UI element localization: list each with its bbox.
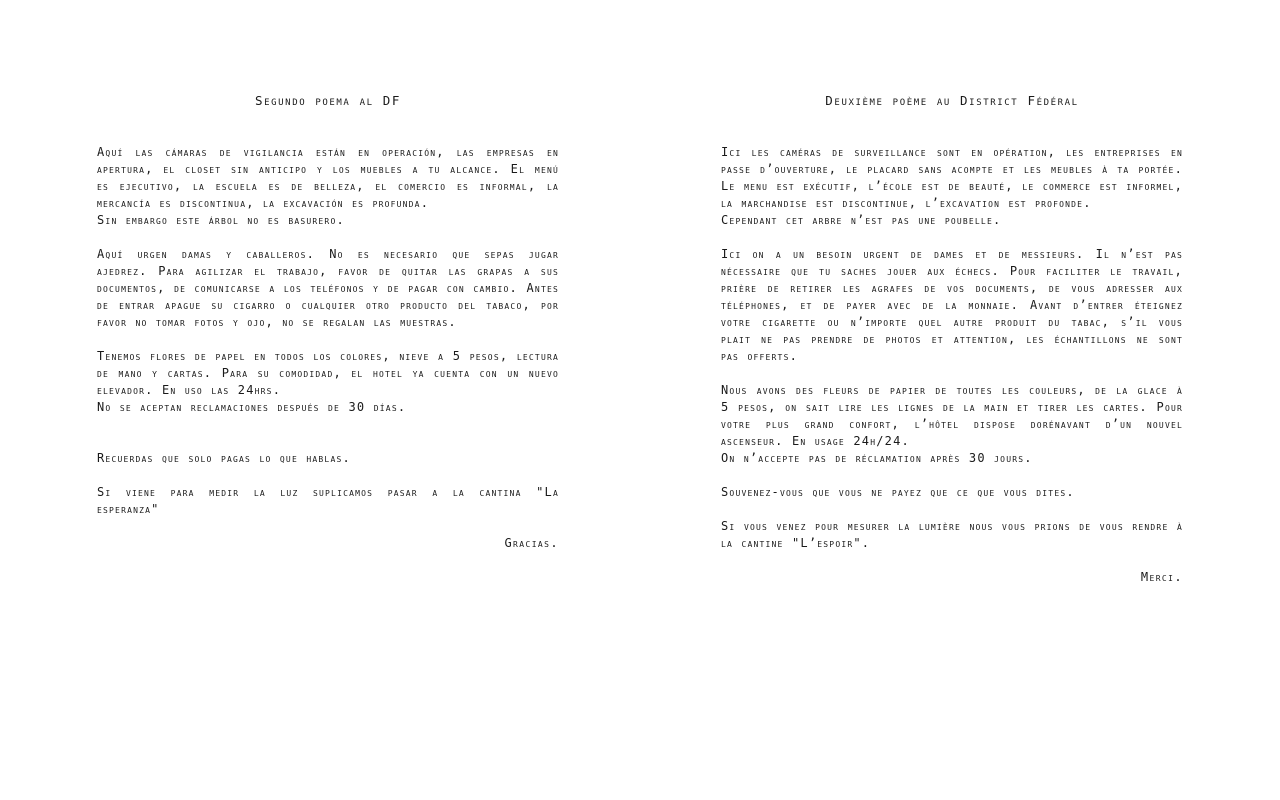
paragraph-2: Aquí urgen damas y caballeros. No es necesario que sepas jugar ajedrez. Para agilizar el trabajo, favor de quitar las grapas a sus documentos, de comunicarse a los teléfonos y de pagar con cambio. Antes de entrar apague su cigarro o cualquier otro producto del tabaco, por favor no tomar fotos y ojo, no se regalan las muestras. bbox=[97, 247, 559, 329]
paragraph-3-closing-line: No se aceptan reclamaciones después de 30 días. bbox=[97, 400, 407, 414]
paragraph-1-closing-line: Cependant cet arbre n’est pas une poubelle. bbox=[721, 213, 1002, 227]
poem-body bbox=[721, 144, 1183, 586]
paragraph-1: Ici les caméras de surveillance sont en opération, les entreprises en passe d’ouverture, le placard sans acompte et les meubles à ta portée. Le menu est exécutif, l’école est de beauté, le commerce est informel, la marchandise est discontinue, l’excavation est profonde. bbox=[721, 145, 1183, 210]
paragraph-3: Nous avons des fleurs de papier de toutes les couleurs, de la glace à 5 pesos, on sait lire les lignes de la main et tirer les cartes. Pour votre plus grand confort, l’hôtel dispose dorénavant d’un nouvel ascenseur. En usage 24h/24. bbox=[721, 383, 1183, 448]
paragraph-5: Si vous venez pour mesurer la lumière nous vous prions de vous rendre à la cantine "L’espoir". bbox=[721, 519, 1183, 550]
paragraph-1: Aquí las cámaras de vigilancia están en operación, las empresas en apertura, el closet sin anticipo y los muebles a tu alcance. El menú es ejecutivo, la escuela es de belleza, el comercio es informal, la mercancía es discontinua, la excavación es profunda. bbox=[97, 145, 559, 210]
poem-body bbox=[97, 144, 559, 552]
paragraph-2: Ici on a un besoin urgent de dames et de messieurs. Il n’est pas nécessaire que tu saches jouer aux échecs. Pour faciliter le travail, prière de retirer les agrafes de vos documents, de vous adresser aux téléphones, et de payer avec de la monnaie. Avant d’entrer éteignez votre cigarette ou n’importe quel autre produit du tabac, s’il vous plait ne pas prendre de photos et attention, les échantillons ne sont pas offerts. bbox=[721, 247, 1183, 363]
poem-title: Segundo poema al DF bbox=[255, 93, 401, 108]
closing-thanks: Merci. bbox=[1140, 570, 1183, 584]
poem-title: Deuxième poème au District Fédéral bbox=[825, 93, 1079, 108]
closing-thanks: Gracias. bbox=[504, 536, 559, 550]
paragraph-4: Souvenez-vous que vous ne payez que ce que vous dites. bbox=[721, 485, 1075, 499]
paragraph-3-closing-line: On n’accepte pas de réclamation après 30 jours. bbox=[721, 451, 1033, 465]
paragraph-3: Tenemos flores de papel en todos los colores, nieve a 5 pesos, lectura de mano y cartas. Para su comodidad, el hotel ya cuenta con un nuevo elevador. En uso las 24hrs. bbox=[97, 349, 559, 397]
paragraph-1-closing-line: Sin embargo este árbol no es basurero. bbox=[97, 213, 345, 227]
paragraph-5: Si viene para medir la luz suplicamos pasar a la cantina "La esperanza" bbox=[97, 485, 559, 516]
paragraph-4: Recuerdas que solo pagas lo que hablas. bbox=[97, 451, 351, 465]
